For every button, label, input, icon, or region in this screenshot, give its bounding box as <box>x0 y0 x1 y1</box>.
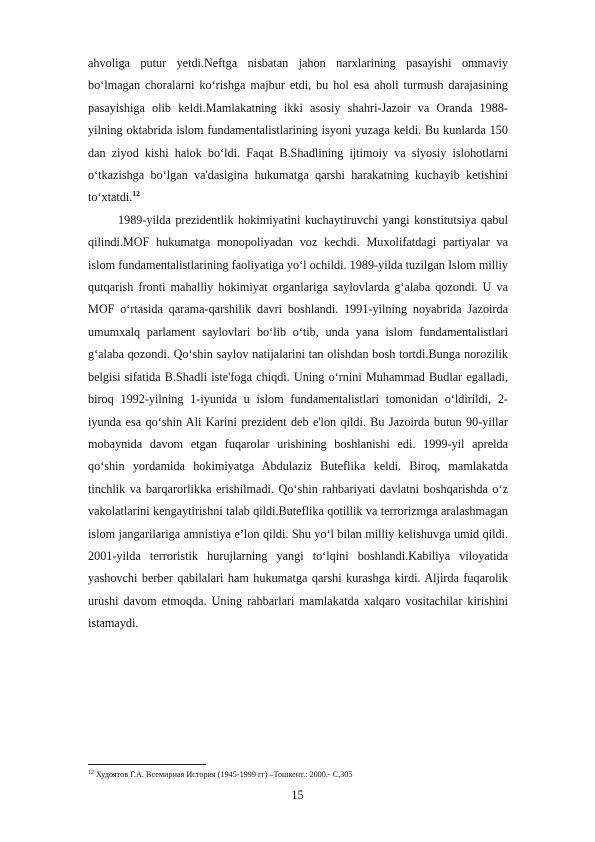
footnote <box>88 769 508 780</box>
footnote-reference[interactable]: 12 <box>132 189 140 199</box>
page-number: 15 <box>291 788 304 802</box>
paragraph-2: 1989-yilda prezidentlik hokimiyatini kuchaytiruvchi yangi konstitutsiya qabul qilindi.MOF hukumatga monopoliyadan voz kechdi. Muxolifatdagi partiyalar va islom fundamentalistlarining faoliyatiga yo‘l ochildi. 1989-yilda tuzilgan Islom milliy qutqarish fronti mahalliy hokimiyat organlariga saylovlarda g‘alaba qozondi. U va MOF o‘rtasida qarama-qarshilik davri boshlandi. 1991-yilning noyabrida Jazoirda umumxalq parlament saylovlari bo‘lib o‘tib, unda yana islom fundamentalistlari g‘alaba qozondi. Qo‘shin saylov natijalarini tan olishdan bosh tortdi.Bunga norozilik belgisi sifatida B.Shadli iste'foga chiqdi. Uning o‘rnini Muhammad Budlar egalladi, biroq 1992-yilning 1-iyunida u islom fundamentalistlari tomonidan o‘ldirildi, 2-iyunda esa qo‘shin Ali Karini prezident deb e'lon qildi. Bu Jazoirda butun 90-yillar mobaynida davom etgan fuqarolar urishining boshlanishi edi. 1999-yil aprelda qo‘shin yordamida hokimiyatga Abdulaziz Buteflika keldi. Biroq, mamlakatda tinchlik va barqarorlikka erishilmadi. Qo‘shin rahbariyati davlatni boshqarishda o‘z vakolatlarini kengaytirishni talab qildi.Buteflika qotillik va terrorizmga aralashmagan islom jangarilariga amnistiya e’lon qildi. Shu yo‘l bilan milliy kelishuvga umid qildi. 2001-yilda terroristik hurujlarning yangi to‘lqini boshlandi.Kabiliya viloyatida yashovchi berber qabilalari ham hukumatga qarshi kurashga kirdi. Aljirda fuqarolik urushi davom etmoqda. Uning rahbarlari mamlakatda xalqaro vositachilar kirishini istamaydi. <box>88 212 508 631</box>
paragraph-1 <box>88 52 508 209</box>
footnote-divider <box>88 764 206 765</box>
page-body <box>88 52 508 635</box>
footnote-text: Худоятов Г.А. Всемирная История (1945-1999 гг) –Тошкент.: 2000.- С,305 <box>94 770 353 779</box>
footnote-number: 12 <box>88 770 94 776</box>
paragraph-1-text: ahvoliga putur yetdi.Neftga nisbatan jahon narxlarining pasayishi ommaviy bo‘lmagan choralarni ko‘rishga majbur etdi, bu hol esa aholi turmush darajasining pasayishiga olib keldi.Mamlakatning ikki asosiy shahri-Jazoir va Oranda 1988-yilning oktabrida islom fundamentalistlarining isyoni yuzaga keldi. Bu kunlarda 150 dan ziyod kishi halok bo‘ldi. Faqat B.Shadlining ijtimoiy va siyosiy islohotlarni o‘tkazishga bo‘lgan va'dasigina hukumatga qarshi harakatning kuchayib ketishini to‘xtatdi. <box>88 56 508 205</box>
